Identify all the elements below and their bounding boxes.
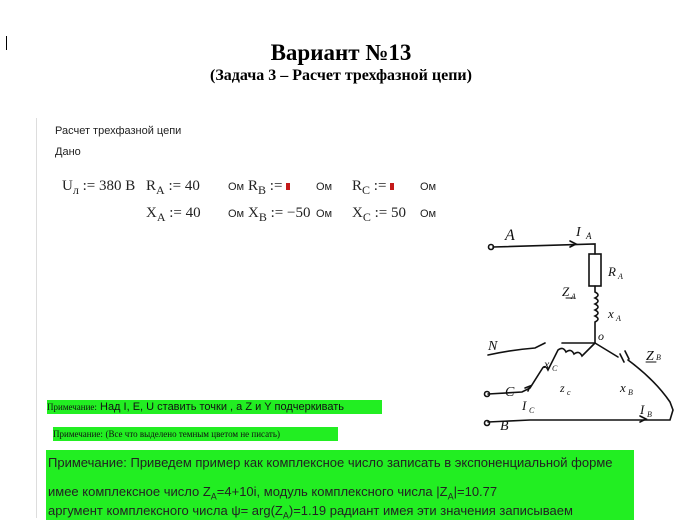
unit-r-c: Ом bbox=[420, 181, 437, 193]
note-dots-underline: Примечание: Над I, E, U ставить точки , а Z и Y подчеркивать bbox=[47, 400, 382, 414]
label-ic: I bbox=[522, 398, 527, 413]
param-x-a[interactable]: $X_A$ := 40 bbox=[146, 205, 201, 224]
param-x-c[interactable]: $X_C$ := 50 bbox=[352, 205, 406, 224]
svg-text:c: c bbox=[567, 388, 571, 397]
param-u-line[interactable]: $U_л$ := 380 В bbox=[62, 178, 136, 197]
empty-placeholder[interactable] bbox=[286, 183, 290, 190]
task-subtitle: (Задача 3 – Расчет трехфазной цепи) bbox=[210, 67, 472, 84]
unit-x-b: Ом bbox=[316, 208, 333, 220]
empty-placeholder[interactable] bbox=[390, 183, 394, 190]
label-xb: x bbox=[620, 380, 626, 395]
param-r-a[interactable]: $R_A$ := 40 bbox=[146, 178, 200, 197]
svg-text:B: B bbox=[647, 410, 652, 419]
variant-title: Вариант №13 bbox=[270, 40, 412, 65]
given-label: Дано bbox=[55, 146, 81, 158]
label-xa: x bbox=[608, 306, 614, 321]
label-ra: R bbox=[608, 264, 616, 279]
three-phase-circuit-diagram bbox=[470, 210, 682, 440]
worksheet-heading: Расчет трехфазной цепи bbox=[55, 125, 182, 137]
unit-r-a: Ом bbox=[228, 181, 245, 193]
unit-r-b: Ом bbox=[316, 181, 333, 193]
param-r-b[interactable]: $R_B$ := bbox=[248, 178, 290, 198]
label-ib: I bbox=[640, 402, 645, 417]
svg-text:A: A bbox=[586, 231, 592, 241]
label-zb: Z bbox=[646, 349, 654, 364]
label-n: N bbox=[488, 339, 498, 354]
label-xc: x bbox=[544, 357, 550, 371]
unit-x-c: Ом bbox=[420, 208, 437, 220]
param-x-b[interactable]: $X_B$ := −50 bbox=[248, 205, 311, 224]
svg-text:A: A bbox=[571, 292, 576, 301]
unit-x-a: Ом bbox=[228, 208, 245, 220]
label-ia: I bbox=[576, 225, 581, 240]
worksheet-border bbox=[36, 118, 37, 518]
note-exponential-form: Примечание: Приведем пример как комплексное число записать в экспоненциальной форме имее комплексное число $Z_A=4+10i$, модуль комплексного числа $|Z_A|=10.77$ аргумент комплексного числа $\psi= arg(Z_A)=1.19$ радиант имея эти значения записываем bbox=[46, 450, 634, 520]
label-c: C bbox=[505, 385, 515, 400]
param-r-c[interactable]: $R_C$ := bbox=[352, 178, 394, 198]
label-b: B bbox=[500, 419, 509, 434]
label-za: Z bbox=[562, 284, 570, 299]
svg-text:B: B bbox=[628, 388, 633, 397]
svg-text:A: A bbox=[618, 272, 623, 281]
note-do-not-write: Примечание: (Все что выделено темным цветом не писать) bbox=[53, 427, 338, 441]
svg-text:C: C bbox=[529, 406, 535, 415]
svg-text:C: C bbox=[552, 364, 558, 373]
label-a: A bbox=[505, 227, 515, 244]
svg-text:B: B bbox=[656, 353, 661, 362]
label-o: o bbox=[598, 329, 604, 343]
svg-text:A: A bbox=[616, 314, 621, 323]
label-zc: z bbox=[560, 381, 565, 395]
